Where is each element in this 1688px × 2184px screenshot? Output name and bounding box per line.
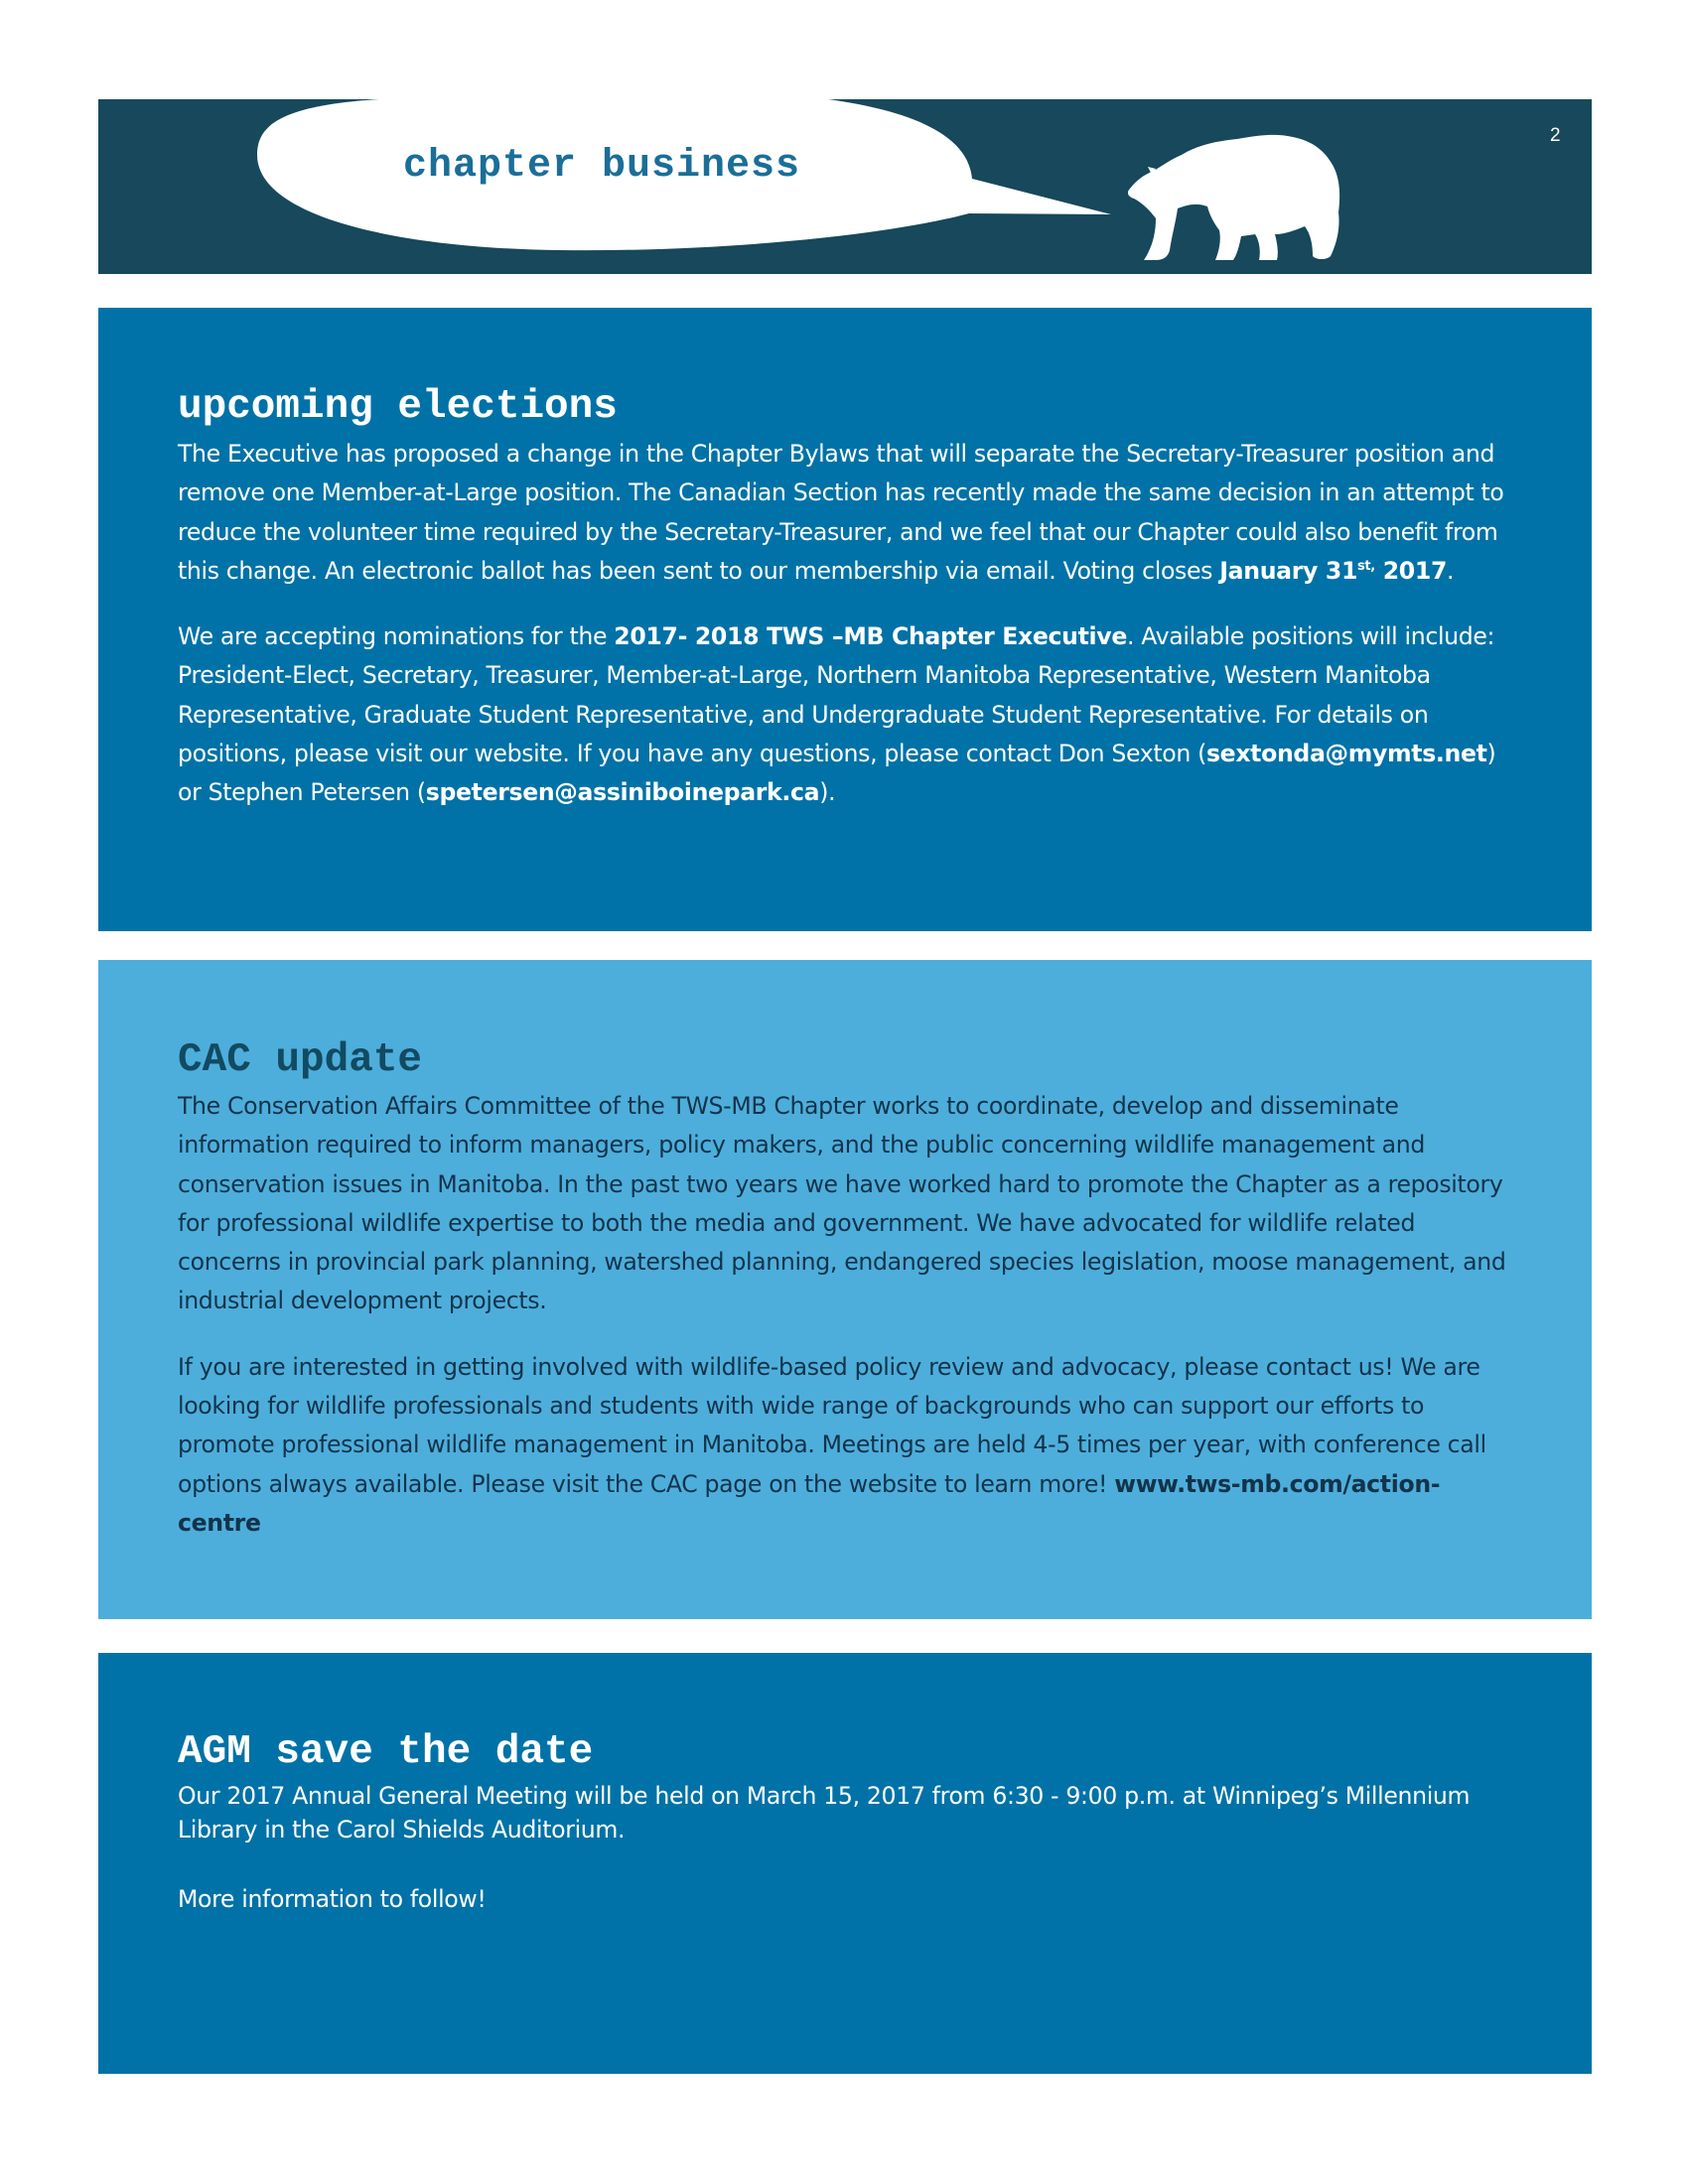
elections-p1-text: The Executive has proposed a change in the Chapter Bylaws that will separate the Secretary-Treasurer position and remove one Member-at-Large position. The Canadian Section has recently made the same decision in an attempt to reduce the volunteer time required by the Secretary-Treasurer, and we feel that our Chapter could also benefit from this change. An electronic ballot has been sent to our membership via email. Voting closes — [178, 440, 1504, 585]
cac-paragraph-1: The Conservation Affairs Committee of the TWS-MB Chapter works to coordinate, develop and disseminate information required to inform managers, policy makers, and the public concerning wildlife management and conservation issues in Manitoba. In the past two years we have worked hard to promote the Chapter as a repository for professional wildlife expertise to both the media and government. We have advocated for wildlife related concerns in provincial park planning, watershed planning, endangered species legislation, moose management, and industrial development projects. — [178, 1092, 1506, 1315]
page-number: 2 — [1550, 125, 1561, 146]
header-band — [98, 99, 1592, 274]
polar-bear-icon — [1128, 131, 1340, 262]
upcoming-elections-heading: upcoming elections — [178, 384, 618, 430]
page-header-title: chapter business — [403, 144, 801, 189]
voting-close-date-day: January 31 — [1219, 556, 1358, 585]
elections-p1-end: . — [1447, 556, 1455, 585]
speech-bubble-shape — [98, 99, 1592, 274]
voting-close-date-year: 2017 — [1374, 556, 1448, 585]
voting-close-date — [1219, 557, 1447, 585]
voting-close-date-suffix: st, — [1357, 559, 1375, 575]
agm-save-date-heading: AGM save the date — [178, 1729, 594, 1775]
elections-p2-text-a: We are accepting nominations for the — [178, 622, 615, 651]
cac-update-section — [98, 960, 1592, 1619]
email-link-sexton[interactable]: sextonda@mymts.net — [1205, 740, 1487, 768]
cac-update-heading: CAC update — [178, 1037, 423, 1083]
cac-paragraph-2 — [178, 1348, 1513, 1543]
elections-p2-text-b: . Available positions will include: President-Elect, Secretary, Treasurer, Member-at-Large, Northern Manitoba Representative, Western Manitoba Representative, Graduate Student Representative, and Undergraduate Student Representative. For details on positions, please visit our website. If you have any questions, please contact Don Sexton ( — [178, 622, 1495, 768]
email-link-petersen[interactable]: spetersen@assiniboinepark.ca — [425, 778, 820, 807]
elections-paragraph-2 — [178, 617, 1513, 812]
cac-p2-text: If you are interested in getting involved with wildlife-based policy review and advocacy, please contact us! We are looking for wildlife professionals and students with wide range of backgrounds who can support our efforts to promote professional wildlife management in Manitoba. Meetings are held 4-5 times per year, with conference call options always available. Please visit the CAC page on the website to learn more! — [178, 1352, 1486, 1498]
elections-body — [178, 435, 1513, 813]
elections-p2-text-c: ) or Stephen Petersen ( — [178, 740, 1496, 807]
agm-paragraph-2: More information to follow! — [178, 1885, 487, 1913]
cac-body — [178, 1087, 1513, 1543]
chapter-executive-term: 2017- 2018 TWS –MB Chapter Executive — [614, 622, 1127, 651]
elections-p2-text-d: ). — [819, 778, 836, 807]
upcoming-elections-section — [98, 308, 1592, 931]
action-centre-link[interactable]: www.tws-mb.com/action-centre — [178, 1469, 1441, 1537]
agm-save-date-section — [98, 1653, 1592, 2074]
agm-paragraph-1: Our 2017 Annual General Meeting will be held on March 15, 2017 from 6:30 - 9:00 p.m. at Winnipeg’s Millennium Library in the Carol Shields Auditorium. — [178, 1782, 1471, 1843]
agm-body — [178, 1779, 1513, 1916]
elections-paragraph-1 — [178, 435, 1513, 591]
